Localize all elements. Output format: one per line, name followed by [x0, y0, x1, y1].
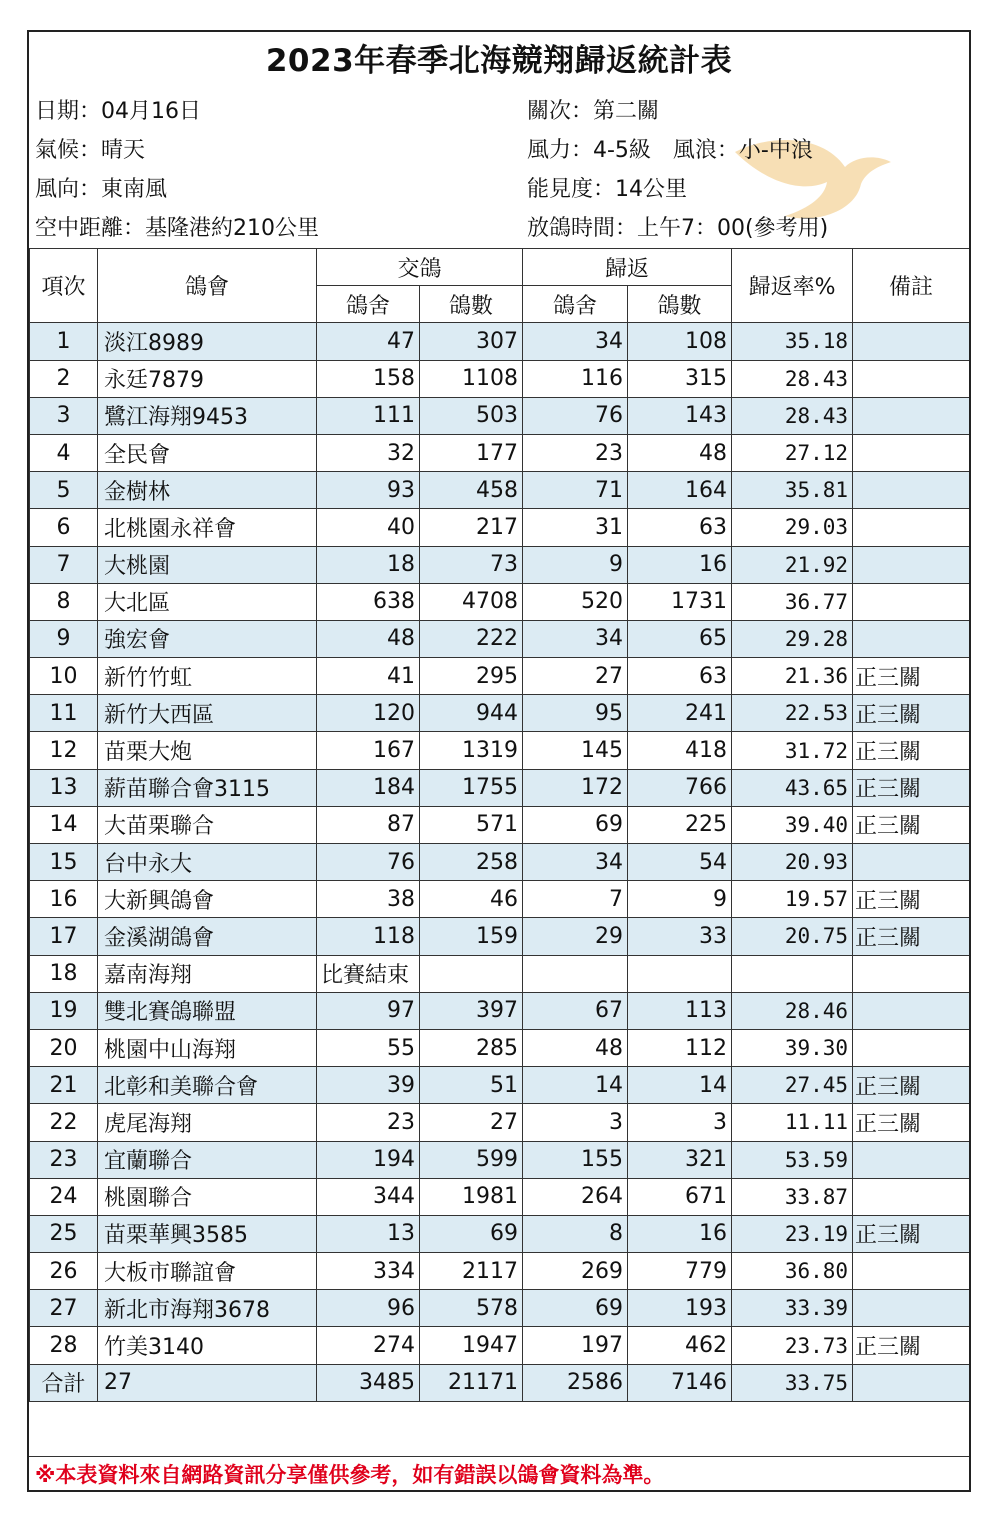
header-returned: 歸返: [523, 249, 732, 286]
info-distance: 空中距離：基隆港約210公里: [35, 216, 319, 241]
cell-returned-loft: 14: [523, 1067, 628, 1104]
cell-club: 淡江8989: [98, 323, 317, 360]
cell-note: [853, 1029, 970, 1066]
cell-sent-birds: 571: [420, 806, 523, 843]
cell-sent-birds: 295: [420, 658, 523, 695]
cell-club: 鷺江海翔9453: [98, 397, 317, 434]
table-row: [30, 583, 970, 620]
cell-note: 正三關: [853, 695, 970, 732]
cell-returned-birds: 112: [628, 1029, 732, 1066]
cell-returned-loft: 145: [523, 732, 628, 769]
cell-no: 8: [30, 583, 98, 620]
cell-returned-birds: 225: [628, 806, 732, 843]
table-row: [30, 992, 970, 1029]
cell-no: 15: [30, 844, 98, 881]
cell-returned-birds: 418: [628, 732, 732, 769]
cell-rate: 39.40: [732, 806, 853, 843]
cell-returned-birds: 14: [628, 1067, 732, 1104]
cell-club: 新竹竹虹: [98, 658, 317, 695]
cell-returned-loft: 8: [523, 1215, 628, 1252]
cell-sent-birds: 222: [420, 620, 523, 657]
cell-note: [853, 1141, 970, 1178]
cell-returned-birds: 16: [628, 1215, 732, 1252]
cell-rate: 20.75: [732, 918, 853, 955]
cell-sent-loft: 55: [317, 1029, 420, 1066]
cell-club: 金樹林: [98, 472, 317, 509]
cell-sent-birds: 944: [420, 695, 523, 732]
total-sent-loft: 3485: [317, 1364, 420, 1401]
cell-sent-loft: 23: [317, 1104, 420, 1141]
table-row: [30, 434, 970, 471]
cell-note: 正三關: [853, 658, 970, 695]
cell-returned-birds: 16: [628, 546, 732, 583]
cell-sent-loft: 638: [317, 583, 420, 620]
table-row: [30, 1327, 970, 1364]
cell-returned-loft: 155: [523, 1141, 628, 1178]
cell-club: 嘉南海翔: [98, 955, 317, 992]
table-row: [30, 695, 970, 732]
cell-returned-loft: 269: [523, 1253, 628, 1290]
cell-club: 新竹大西區: [98, 695, 317, 732]
cell-sent-birds: 4708: [420, 583, 523, 620]
cell-sent-birds: 73: [420, 546, 523, 583]
cell-returned-birds: 241: [628, 695, 732, 732]
cell-sent-birds: 599: [420, 1141, 523, 1178]
cell-rate: 36.80: [732, 1253, 853, 1290]
header-returned-birds: 鴿數: [628, 286, 732, 323]
cell-no: 18: [30, 955, 98, 992]
cell-club: 大北區: [98, 583, 317, 620]
cell-returned-birds: 65: [628, 620, 732, 657]
cell-note: 正三關: [853, 1215, 970, 1252]
cell-note: [853, 434, 970, 471]
cell-returned-loft: 23: [523, 434, 628, 471]
header-returned-loft: 鴿舍: [523, 286, 628, 323]
cell-note: 正三關: [853, 769, 970, 806]
cell-no: 17: [30, 918, 98, 955]
cell-rate: 43.65: [732, 769, 853, 806]
cell-note: 正三關: [853, 881, 970, 918]
cell-sent-loft: 48: [317, 620, 420, 657]
info-date: 日期：04月16日: [35, 99, 201, 124]
cell-sent-birds: 177: [420, 434, 523, 471]
cell-rate: 21.36: [732, 658, 853, 695]
table-row: [30, 806, 970, 843]
cell-sent-birds: 397: [420, 992, 523, 1029]
cell-note: [853, 323, 970, 360]
total-row: [30, 1364, 970, 1401]
cell-sent-birds: 458: [420, 472, 523, 509]
cell-returned-loft: 197: [523, 1327, 628, 1364]
cell-note: 正三關: [853, 732, 970, 769]
cell-returned-loft: 9: [523, 546, 628, 583]
table-row: [30, 620, 970, 657]
cell-returned-loft: 34: [523, 844, 628, 881]
cell-sent-loft: 87: [317, 806, 420, 843]
cell-no: 25: [30, 1215, 98, 1252]
cell-sent-loft: 39: [317, 1067, 420, 1104]
cell-note: [853, 509, 970, 546]
cell-sent-loft: 344: [317, 1178, 420, 1215]
cell-rate: 20.93: [732, 844, 853, 881]
cell-status-ended: 比賽結束: [317, 955, 420, 992]
cell-returned-loft: 48: [523, 1029, 628, 1066]
cell-returned-birds: 63: [628, 658, 732, 695]
cell-returned-loft: 69: [523, 1290, 628, 1327]
stats-sheet: [27, 30, 971, 1492]
cell-club: 台中永大: [98, 844, 317, 881]
header-sent: 交鴿: [317, 249, 523, 286]
table-row: [30, 397, 970, 434]
cell-rate: 23.73: [732, 1327, 853, 1364]
cell-returned-birds: 108: [628, 323, 732, 360]
cell-returned-loft: 520: [523, 583, 628, 620]
cell-rate: 33.39: [732, 1290, 853, 1327]
cell-no: 5: [30, 472, 98, 509]
cell-sent-birds: 1755: [420, 769, 523, 806]
cell-returned-birds: 1731: [628, 583, 732, 620]
cell-club: 竹美3140: [98, 1327, 317, 1364]
cell-note: [853, 472, 970, 509]
table-row: [30, 881, 970, 918]
cell-sent-loft: 96: [317, 1290, 420, 1327]
cell-no: 14: [30, 806, 98, 843]
cell-no: 3: [30, 397, 98, 434]
cell-sent-birds: 159: [420, 918, 523, 955]
cell-note: 正三關: [853, 1067, 970, 1104]
cell-no: 22: [30, 1104, 98, 1141]
cell-no: 12: [30, 732, 98, 769]
cell-note: [853, 844, 970, 881]
cell-club: 全民會: [98, 434, 317, 471]
cell-sent-loft: 120: [317, 695, 420, 732]
cell-club: 苗栗大炮: [98, 732, 317, 769]
cell-sent-loft: 41: [317, 658, 420, 695]
cell-sent-loft: 32: [317, 434, 420, 471]
cell-sent-loft: 274: [317, 1327, 420, 1364]
cell-sent-birds: 1947: [420, 1327, 523, 1364]
cell-note: 正三關: [853, 806, 970, 843]
info-release-time: 放鴿時間：上午7：00(參考用): [527, 216, 829, 241]
cell-no: 24: [30, 1178, 98, 1215]
total-rate: 33.75: [732, 1364, 853, 1401]
cell-rate: 29.28: [732, 620, 853, 657]
cell-returned-loft: 34: [523, 323, 628, 360]
table-row: [30, 360, 970, 397]
cell-no: 16: [30, 881, 98, 918]
cell-sent-loft: 184: [317, 769, 420, 806]
cell-club: 大板市聯誼會: [98, 1253, 317, 1290]
cell-sent-loft: 38: [317, 881, 420, 918]
cell-sent-loft: 40: [317, 509, 420, 546]
cell-returned-birds: 3: [628, 1104, 732, 1141]
cell-note: 正三關: [853, 1104, 970, 1141]
cell-club: 金溪湖鴿會: [98, 918, 317, 955]
cell-rate: 53.59: [732, 1141, 853, 1178]
table-row: [30, 1178, 970, 1215]
cell-returned-loft: 67: [523, 992, 628, 1029]
cell-no: 26: [30, 1253, 98, 1290]
cell-rate: 21.92: [732, 546, 853, 583]
cell-club: 大新興鴿會: [98, 881, 317, 918]
cell-rate: 27.45: [732, 1067, 853, 1104]
cell-note: [853, 1253, 970, 1290]
cell-returned-loft: 3: [523, 1104, 628, 1141]
cell-sent-birds: 1108: [420, 360, 523, 397]
cell-note: [853, 360, 970, 397]
info-visibility: 能見度：14公里: [527, 177, 687, 202]
cell-returned-birds: 63: [628, 509, 732, 546]
cell-returned-loft: 172: [523, 769, 628, 806]
cell-rate: 23.19: [732, 1215, 853, 1252]
table-row: [30, 472, 970, 509]
cell-club: 桃園聯合: [98, 1178, 317, 1215]
cell-returned-birds: 193: [628, 1290, 732, 1327]
cell-club: 北彰和美聯合會: [98, 1067, 317, 1104]
cell-returned-loft: 31: [523, 509, 628, 546]
cell-sent-loft: 167: [317, 732, 420, 769]
cell-no: 23: [30, 1141, 98, 1178]
cell-returned-birds: 671: [628, 1178, 732, 1215]
cell-returned-birds: 462: [628, 1327, 732, 1364]
cell-sent-loft: 97: [317, 992, 420, 1029]
footnote: ※本表資料來自網路資訊分享僅供參考，如有錯誤以鴿會資料為準。: [29, 1456, 969, 1492]
cell-club: 薪苗聯合會3115: [98, 769, 317, 806]
results-table: [29, 248, 970, 1402]
cell-note: 正三關: [853, 918, 970, 955]
cell-empty: [732, 955, 853, 992]
cell-club: 永廷7879: [98, 360, 317, 397]
cell-sent-birds: 285: [420, 1029, 523, 1066]
cell-club: 宜蘭聯合: [98, 1141, 317, 1178]
cell-returned-birds: 54: [628, 844, 732, 881]
cell-sent-birds: 258: [420, 844, 523, 881]
table-row: [30, 323, 970, 360]
cell-no: 9: [30, 620, 98, 657]
cell-note: [853, 546, 970, 583]
cell-returned-birds: 48: [628, 434, 732, 471]
total-note: [853, 1364, 970, 1401]
cell-sent-birds: 1981: [420, 1178, 523, 1215]
cell-returned-birds: 113: [628, 992, 732, 1029]
cell-returned-birds: 321: [628, 1141, 732, 1178]
cell-sent-loft: 93: [317, 472, 420, 509]
cell-rate: 29.03: [732, 509, 853, 546]
cell-no: 10: [30, 658, 98, 695]
info-wind-force: 風力：4-5級 風浪：小-中浪: [527, 138, 813, 163]
header-sent-birds: 鴿數: [420, 286, 523, 323]
table-row: [30, 1104, 970, 1141]
cell-sent-birds: 307: [420, 323, 523, 360]
cell-no: 28: [30, 1327, 98, 1364]
cell-returned-loft: 69: [523, 806, 628, 843]
cell-returned-loft: 29: [523, 918, 628, 955]
cell-note: [853, 583, 970, 620]
table-row: [30, 844, 970, 881]
cell-sent-birds: 69: [420, 1215, 523, 1252]
cell-sent-loft: 118: [317, 918, 420, 955]
cell-rate: 27.12: [732, 434, 853, 471]
table-row: [30, 1141, 970, 1178]
cell-no: 2: [30, 360, 98, 397]
table-row: [30, 1029, 970, 1066]
cell-no: 20: [30, 1029, 98, 1066]
cell-sent-loft: 334: [317, 1253, 420, 1290]
total-club-count: 27: [98, 1364, 317, 1401]
cell-returned-loft: 7: [523, 881, 628, 918]
cell-empty: [420, 955, 523, 992]
cell-club: 苗栗華興3585: [98, 1215, 317, 1252]
total-sent-birds: 21171: [420, 1364, 523, 1401]
cell-sent-birds: 46: [420, 881, 523, 918]
cell-club: 北桃園永祥會: [98, 509, 317, 546]
cell-club: 雙北賽鴿聯盟: [98, 992, 317, 1029]
cell-rate: 22.53: [732, 695, 853, 732]
cell-rate: 19.57: [732, 881, 853, 918]
table-row: [30, 955, 970, 992]
cell-club: 虎尾海翔: [98, 1104, 317, 1141]
table-row: [30, 1215, 970, 1252]
info-wind-direction: 風向：東南風: [35, 177, 168, 202]
cell-rate: 35.18: [732, 323, 853, 360]
cell-no: 7: [30, 546, 98, 583]
cell-no: 11: [30, 695, 98, 732]
total-label: 合計: [30, 1364, 98, 1401]
table-row: [30, 918, 970, 955]
cell-sent-birds: 1319: [420, 732, 523, 769]
cell-note: [853, 1178, 970, 1215]
cell-club: 強宏會: [98, 620, 317, 657]
header-no: 項次: [30, 249, 98, 323]
cell-note: 正三關: [853, 1327, 970, 1364]
cell-returned-birds: 315: [628, 360, 732, 397]
cell-rate: 28.43: [732, 360, 853, 397]
total-returned-birds: 7146: [628, 1364, 732, 1401]
cell-note: [853, 1290, 970, 1327]
cell-rate: 28.43: [732, 397, 853, 434]
cell-empty: [523, 955, 628, 992]
cell-empty: [628, 955, 732, 992]
cell-rate: 39.30: [732, 1029, 853, 1066]
cell-club: 桃園中山海翔: [98, 1029, 317, 1066]
cell-sent-loft: 158: [317, 360, 420, 397]
cell-note: [853, 620, 970, 657]
table-row: [30, 1253, 970, 1290]
table-row: [30, 769, 970, 806]
cell-rate: 31.72: [732, 732, 853, 769]
cell-returned-birds: 9: [628, 881, 732, 918]
header-club: 鴿會: [98, 249, 317, 323]
cell-no: 6: [30, 509, 98, 546]
cell-no: 27: [30, 1290, 98, 1327]
cell-no: 4: [30, 434, 98, 471]
cell-returned-birds: 143: [628, 397, 732, 434]
cell-sent-loft: 47: [317, 323, 420, 360]
table-row: [30, 732, 970, 769]
cell-returned-loft: 95: [523, 695, 628, 732]
table-body: [30, 323, 970, 1364]
cell-sent-birds: 503: [420, 397, 523, 434]
info-weather: 氣候：晴天: [35, 138, 146, 163]
cell-returned-birds: 33: [628, 918, 732, 955]
cell-no: 21: [30, 1067, 98, 1104]
cell-sent-loft: 13: [317, 1215, 420, 1252]
cell-no: 1: [30, 323, 98, 360]
cell-rate: 28.46: [732, 992, 853, 1029]
header-sent-loft: 鴿舍: [317, 286, 420, 323]
table-row: [30, 658, 970, 695]
cell-sent-birds: 2117: [420, 1253, 523, 1290]
cell-rate: 33.87: [732, 1178, 853, 1215]
cell-returned-birds: 164: [628, 472, 732, 509]
table-row: [30, 546, 970, 583]
cell-rate: 35.81: [732, 472, 853, 509]
info-round: 關次：第二關: [527, 99, 660, 124]
cell-club: 大桃園: [98, 546, 317, 583]
table-row: [30, 1067, 970, 1104]
cell-sent-loft: 76: [317, 844, 420, 881]
cell-club: 新北市海翔3678: [98, 1290, 317, 1327]
cell-returned-birds: 779: [628, 1253, 732, 1290]
cell-sent-birds: 217: [420, 509, 523, 546]
cell-returned-birds: 766: [628, 769, 732, 806]
cell-returned-loft: 76: [523, 397, 628, 434]
cell-club: 大苗栗聯合: [98, 806, 317, 843]
table-row: [30, 1290, 970, 1327]
cell-no: 13: [30, 769, 98, 806]
cell-note: [853, 397, 970, 434]
cell-no: 19: [30, 992, 98, 1029]
cell-empty: [853, 955, 970, 992]
cell-note: [853, 992, 970, 1029]
page-title: 2023年春季北海競翔歸返統計表: [265, 43, 733, 79]
cell-sent-loft: 194: [317, 1141, 420, 1178]
table-row: [30, 509, 970, 546]
total-returned-loft: 2586: [523, 1364, 628, 1401]
cell-returned-loft: 27: [523, 658, 628, 695]
header-note: 備註: [853, 249, 970, 323]
cell-sent-loft: 111: [317, 397, 420, 434]
cell-sent-birds: 578: [420, 1290, 523, 1327]
header-rate: 歸返率%: [732, 249, 853, 323]
cell-sent-loft: 18: [317, 546, 420, 583]
cell-rate: 36.77: [732, 583, 853, 620]
cell-returned-loft: 264: [523, 1178, 628, 1215]
cell-rate: 11.11: [732, 1104, 853, 1141]
cell-returned-loft: 34: [523, 620, 628, 657]
cell-sent-birds: 51: [420, 1067, 523, 1104]
cell-returned-loft: 71: [523, 472, 628, 509]
cell-returned-loft: 116: [523, 360, 628, 397]
cell-sent-birds: 27: [420, 1104, 523, 1141]
